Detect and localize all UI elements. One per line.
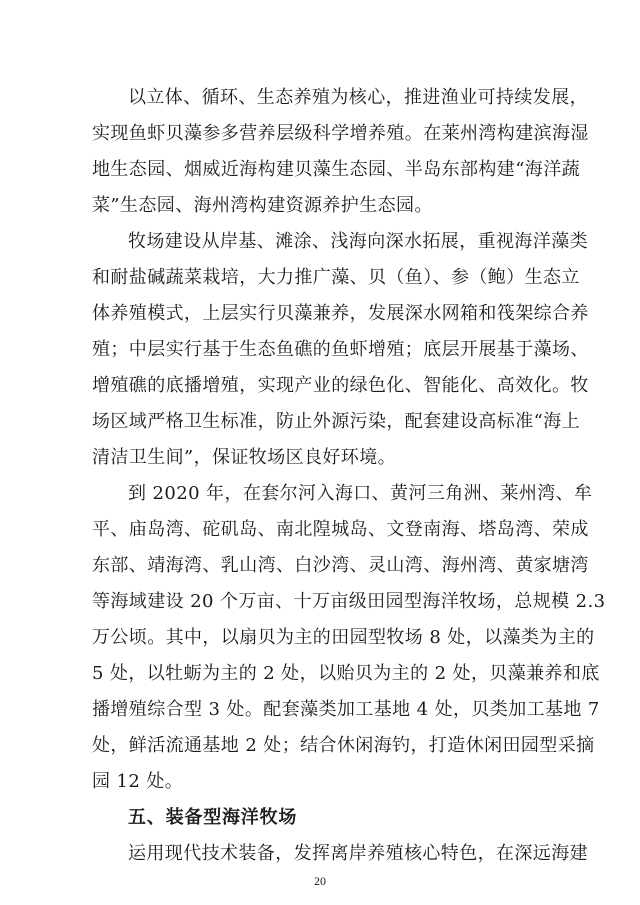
paragraph-1-line-1: 以立体、循环、生态养殖为核心，推进渔业可持续发展，: [128, 87, 588, 108]
paragraph-3-line-7: 播增殖综合型 3 处。配套藻类加工基地 4 处，贝类加工基地 7: [92, 699, 600, 720]
paragraph-3-line-2: 平、庙岛湾、砣矶岛、南北隍城岛、文登南海、塔岛湾、荣成: [92, 519, 589, 540]
paragraph-2-line-2: 和耐盐碱蔬菜栽培，大力推广藻、贝（鱼）、参（鲍）生态立: [92, 267, 580, 288]
paragraph-2-line-4: 殖；中层实行基于生态鱼礁的鱼虾增殖；底层开展基于藻场、: [92, 339, 589, 360]
paragraph-3-line-8: 处，鲜活流通基地 2 处；结合休闲海钓，打造休闲田园型采摘: [92, 735, 595, 756]
paragraph-2-line-3: 体养殖模式，上层实行贝藻兼养，发展深水网箱和筏架综合养: [92, 303, 589, 324]
paragraph-3-line-3: 东部、靖海湾、乳山湾、白沙湾、灵山湾、海州湾、黄家塘湾: [92, 555, 589, 576]
paragraph-4-line-1: 运用现代技术装备，发挥离岸养殖核心特色，在深远海建: [128, 843, 588, 864]
paragraph-1-line-2: 实现鱼虾贝藻参多营养层级科学增养殖。在莱州湾构建滨海湿: [92, 123, 589, 144]
page-number: 20: [314, 874, 326, 888]
paragraph-2-line-6: 场区域严格卫生标准，防止外源污染，配套建设高标准“海上: [92, 411, 580, 432]
paragraph-3-line-5: 万公顷。其中，以扇贝为主的田园型牧场 8 处，以藻类为主的: [92, 627, 595, 648]
paragraph-3-line-6: 5 处，以牡蛎为主的 2 处，以贻贝为主的 2 处，贝藻兼养和底: [92, 663, 600, 684]
paragraph-1-line-4: 菜”生态园、海州湾构建资源养护生态园。: [92, 195, 433, 216]
paragraph-2-line-5: 增殖礁的底播增殖，实现产业的绿色化、智能化、高效化。牧: [92, 375, 589, 396]
paragraph-3-line-1: 到 2020 年，在套尔河入海口、黄河三角洲、莱州湾、牟: [128, 483, 593, 504]
paragraph-1-line-3: 地生态园、烟威近海构建贝藻生态园、半岛东部构建“海洋蔬: [92, 159, 580, 180]
paragraph-2-line-7: 清洁卫生间”，保证牧场区良好环境。: [92, 447, 397, 468]
paragraph-3-line-9: 园 12 处。: [92, 771, 184, 792]
paragraph-2-line-1: 牧场建设从岸基、滩涂、浅海向深水拓展，重视海洋藻类: [128, 231, 588, 252]
paragraph-3-line-4: 等海域建设 20 个万亩、十万亩级田园型海洋牧场，总规模 2.3: [92, 591, 606, 612]
section-heading: 五、装备型海洋牧场: [128, 807, 298, 828]
